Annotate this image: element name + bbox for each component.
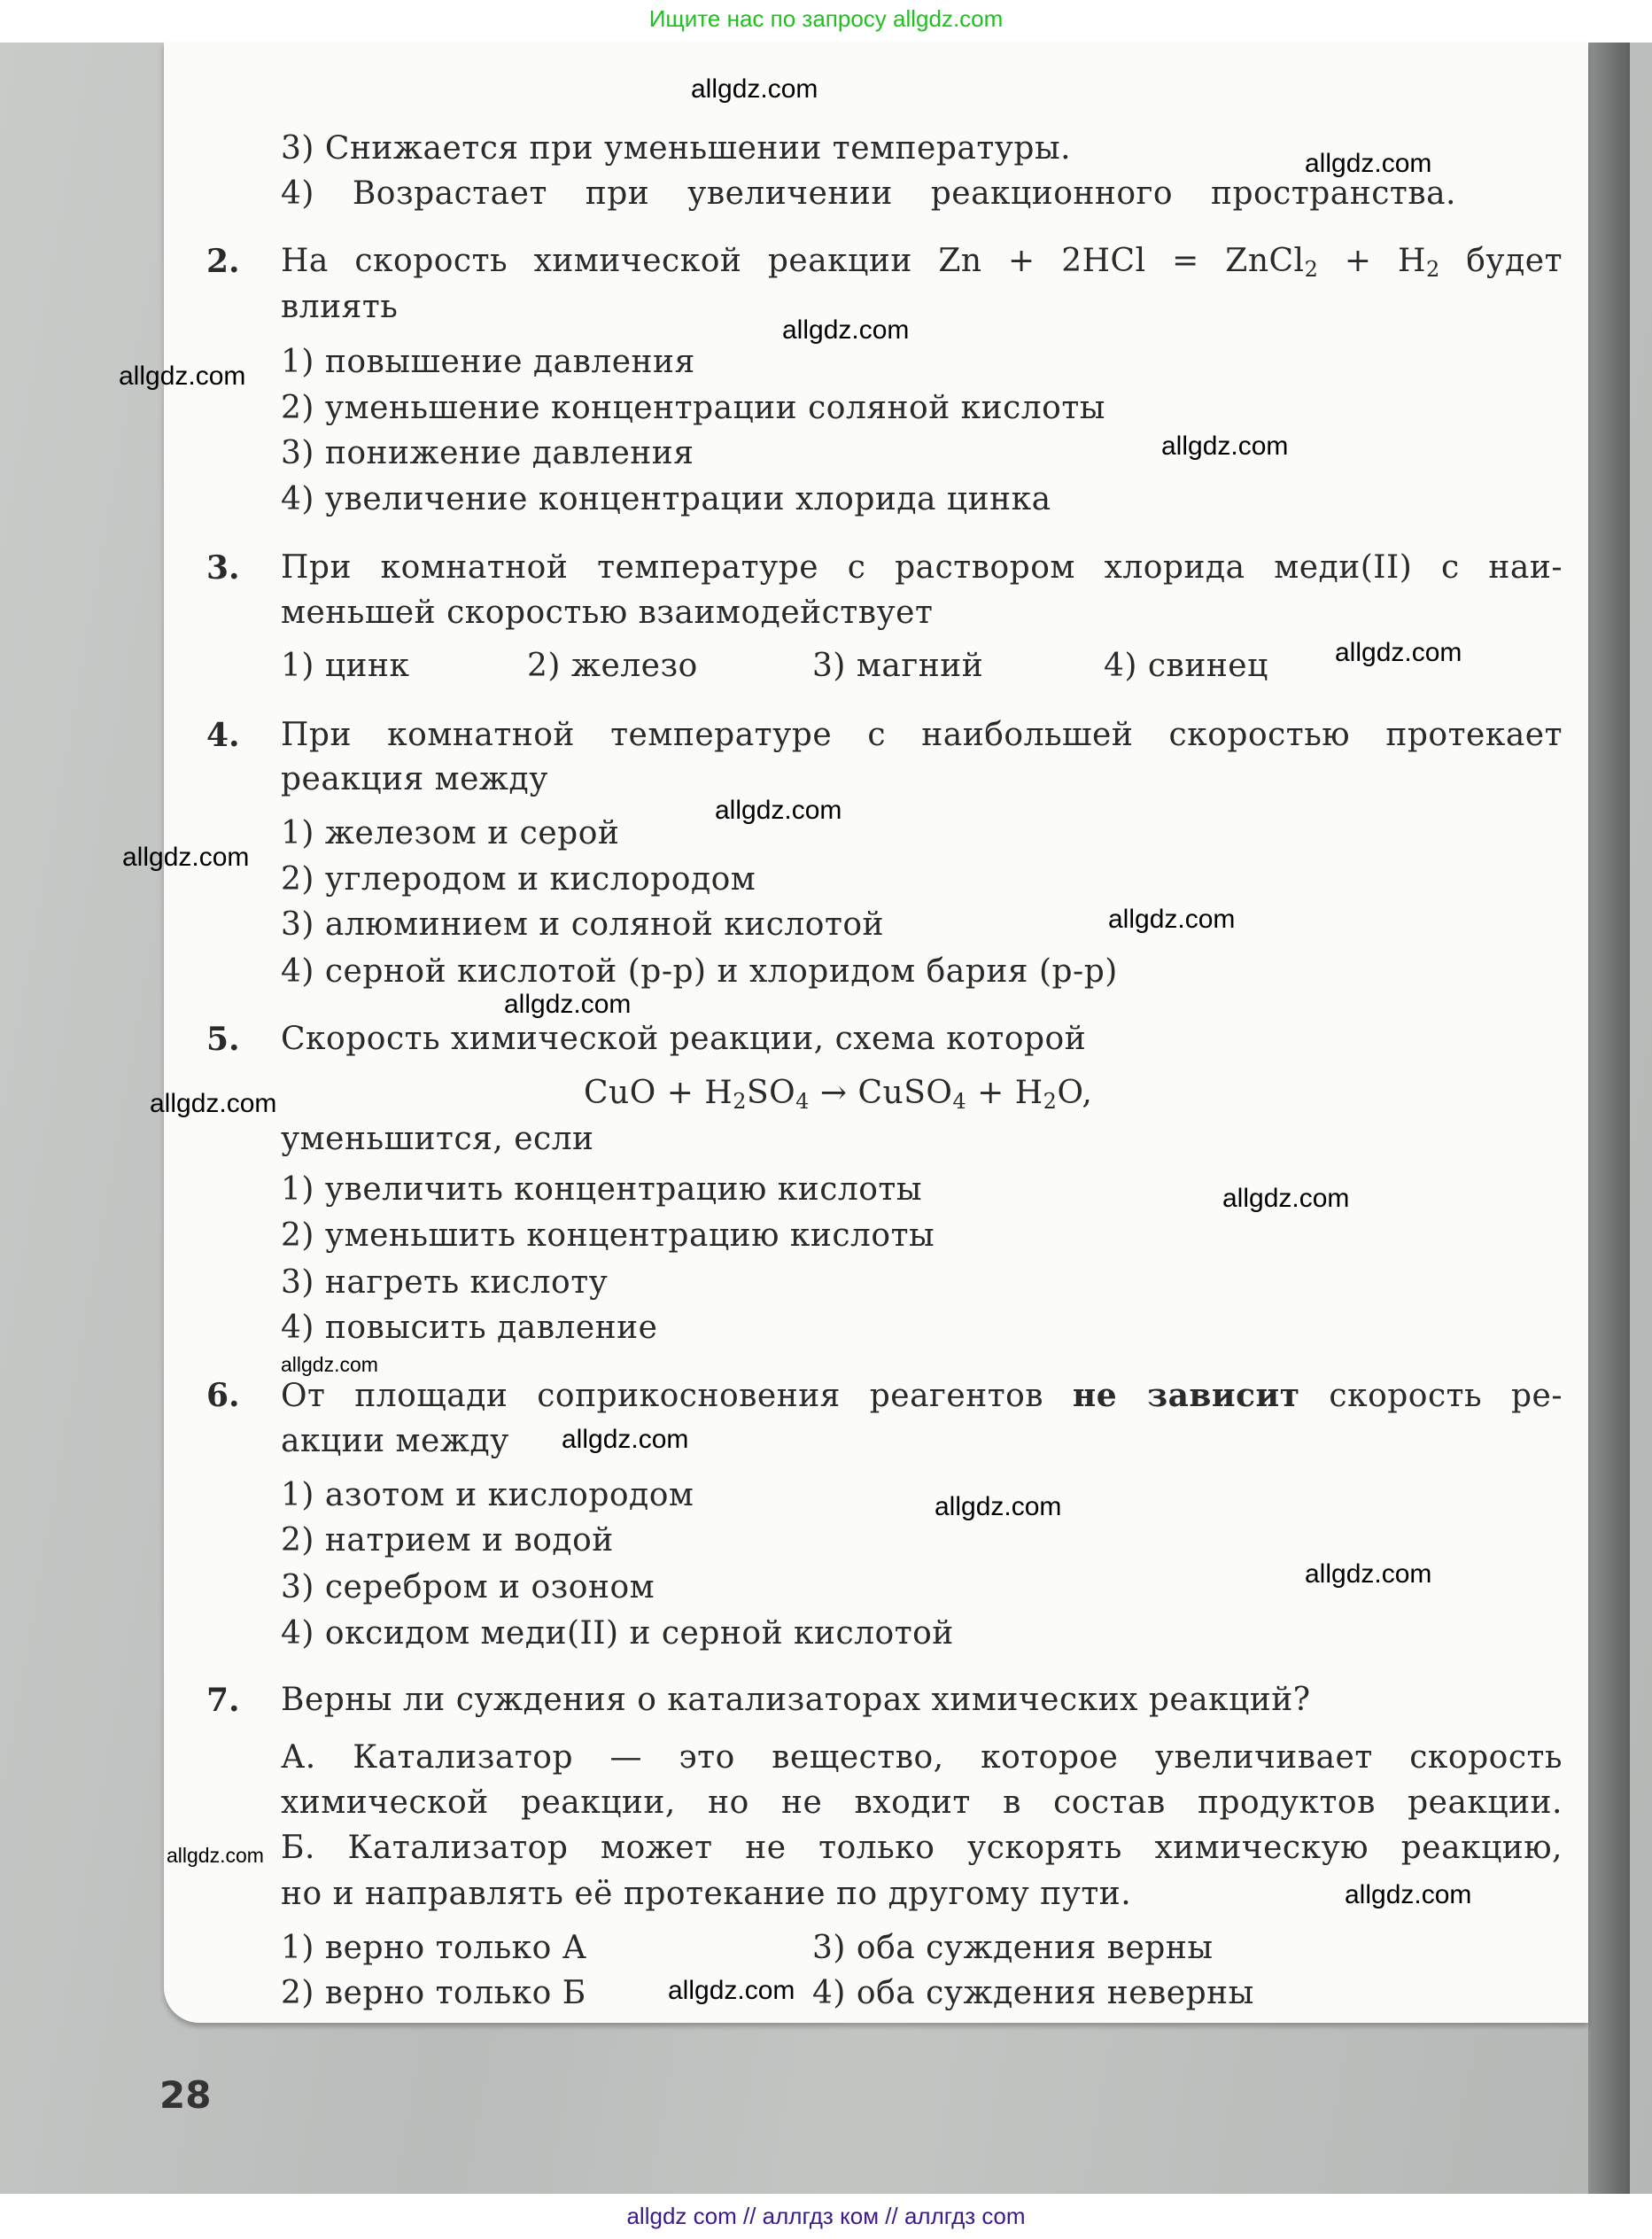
watermark: allgdz.com — [1222, 1184, 1350, 1213]
watermark: allgdz.com — [122, 843, 250, 872]
watermark: allgdz.com — [281, 1353, 378, 1376]
site-links: allgdz com // аллгдз ком // аллгдз com — [626, 2203, 1026, 2229]
q7-statement-a-line2: химической реакции, но не входит в состав продуктов реакции. — [281, 1784, 1563, 1821]
subscript: 2 — [1043, 1089, 1058, 1114]
q6-emphasis: не зависит — [1072, 1377, 1300, 1414]
q7-option: 3) оба суждения верны — [812, 1930, 1214, 1966]
watermark: allgdz.com — [935, 1492, 1062, 1521]
q5-stem-line2: уменьшится, если — [281, 1121, 594, 1157]
subscript: 4 — [952, 1089, 967, 1114]
q3-stem: При комнатной температуре с раствором хлорида меди(II) с наи- — [281, 549, 1563, 586]
page-number: 28 — [159, 2073, 212, 2117]
q5-equation — [584, 1074, 1092, 1113]
q4-option: 3) алюминием и соляной кислотой — [281, 906, 885, 943]
q3-number: 3. — [206, 549, 240, 587]
q2-stem-line2: влиять — [281, 289, 399, 325]
q4-stem-line2: реакция между — [281, 761, 548, 797]
eq-text: CuO + H — [584, 1075, 733, 1111]
eq-text: + H — [966, 1075, 1043, 1111]
q5-option: 2) уменьшить концентрацию кислоты — [281, 1217, 935, 1254]
q5-number: 5. — [206, 1021, 240, 1058]
q2-stem — [281, 242, 1563, 281]
watermark: allgdz.com — [119, 362, 246, 391]
watermark: allgdz.com — [562, 1425, 689, 1454]
q7-option: 2) верно только Б — [281, 1975, 586, 2011]
q6-number: 6. — [206, 1377, 240, 1414]
q2-option: 2) уменьшение концентрации соляной кислоты — [281, 390, 1105, 426]
q3-option: 1) цинк — [281, 648, 410, 684]
q4-option: 2) углеродом и кислородом — [281, 861, 756, 898]
watermark: allgdz.com — [691, 74, 818, 104]
bottom-banner — [0, 2194, 1652, 2239]
q3-stem-line2: меньшей скоростью взаимодействует — [281, 595, 934, 631]
watermark: allgdz.com — [1161, 431, 1289, 461]
q3-option: 3) магний — [812, 648, 984, 684]
q2-option: 1) повышение давления — [281, 344, 695, 380]
q6-stem-text: От площади соприкосновения реагентов — [281, 1378, 1073, 1414]
q2-stem-text: + H — [1318, 243, 1426, 279]
watermark: allgdz.com — [1345, 1880, 1472, 1909]
q6-option: 4) оксидом меди(II) и серной кислотой — [281, 1615, 954, 1652]
subscript: 2 — [1304, 257, 1319, 282]
subscript: 2 — [1425, 257, 1440, 282]
q7-number: 7. — [206, 1682, 240, 1719]
q6-option: 2) натрием и водой — [281, 1522, 614, 1559]
q2-number: 2. — [206, 243, 240, 280]
q2-stem-text: На скорость химической реакции Zn + 2HCl = ZnCl — [281, 243, 1305, 279]
watermark: allgdz.com — [1335, 638, 1462, 667]
q4-stem: При комнатной температуре с наибольшей скоростью протекает — [281, 717, 1563, 753]
watermark: allgdz.com — [715, 796, 842, 825]
q4-option: 1) железом и серой — [281, 815, 620, 851]
watermark: allgdz.com — [1305, 149, 1432, 178]
book-edge — [1588, 43, 1630, 2194]
eq-text: O, — [1057, 1075, 1093, 1111]
eq-text: SO — [746, 1075, 796, 1111]
q3-option: 2) железо — [527, 648, 698, 684]
watermark: allgdz.com — [1305, 1559, 1432, 1589]
eq-text: → CuSO — [809, 1075, 953, 1111]
q4-option: 4) серной кислотой (р-р) и хлоридом бария (р-р) — [281, 953, 1118, 990]
q2-option: 3) понижение давления — [281, 435, 694, 471]
q4-number: 4. — [206, 717, 240, 754]
q1-option-4: 4) Возрастает при увеличении реакционного пространства. — [281, 175, 1456, 212]
search-hint: Ищите нас по запросу allgdz.com — [648, 5, 1004, 32]
top-banner — [0, 0, 1652, 43]
q2-stem-text: будет — [1439, 243, 1563, 279]
watermark: allgdz.com — [1108, 905, 1236, 934]
q3-option: 4) свинец — [1104, 648, 1268, 684]
q7-option: 4) оба суждения неверны — [812, 1975, 1254, 2011]
q1-option-3: 3) Снижается при уменьшении температуры. — [281, 130, 1072, 167]
q7-statement-a: А. Катализатор — это вещество, которое увеличивает скорость — [281, 1739, 1563, 1776]
q6-option: 1) азотом и кислородом — [281, 1477, 694, 1513]
q7-statement-b: Б. Катализатор может не только ускорять химическую реакцию, — [281, 1830, 1563, 1866]
q6-stem-text: скорость ре- — [1299, 1378, 1563, 1414]
q5-option: 4) повысить давление — [281, 1310, 658, 1346]
q5-option: 1) увеличить концентрацию кислоты — [281, 1171, 923, 1208]
subscript: 2 — [733, 1089, 747, 1114]
q6-stem — [281, 1376, 1563, 1416]
q5-stem: Скорость химической реакции, схема которой — [281, 1021, 1087, 1057]
watermark: allgdz.com — [782, 315, 910, 345]
watermark: allgdz.com — [504, 990, 632, 1019]
subscript: 4 — [795, 1089, 810, 1114]
watermark: allgdz.com — [668, 1976, 795, 2005]
watermark: allgdz.com — [150, 1089, 277, 1118]
watermark: allgdz.com — [167, 1844, 264, 1867]
q7-stem: Верны ли суждения о катализаторах химических реакций? — [281, 1682, 1311, 1718]
q5-option: 3) нагреть кислоту — [281, 1264, 609, 1301]
q7-option: 1) верно только А — [281, 1930, 587, 1966]
q2-option: 4) увеличение концентрации хлорида цинка — [281, 481, 1051, 517]
q7-statement-b-line2: но и направлять её протекание по другому пути. — [281, 1876, 1132, 1912]
q6-option: 3) серебром и озоном — [281, 1569, 655, 1605]
q6-stem-line2: акции между — [281, 1423, 509, 1459]
